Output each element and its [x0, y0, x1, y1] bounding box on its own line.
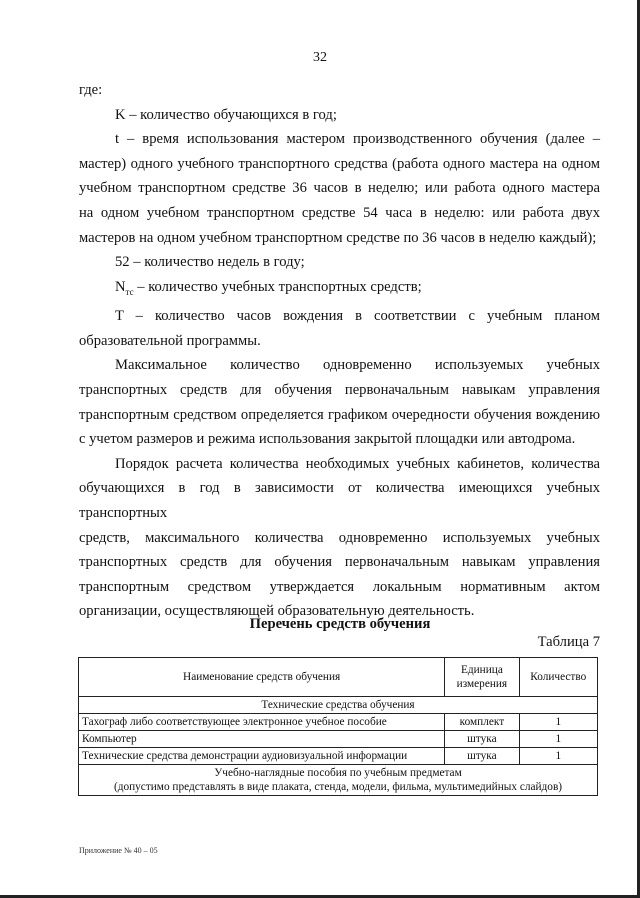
symbol-n: N	[115, 278, 126, 295]
cell-name: Технические средства демонстрации аудиовизуальной информации	[79, 748, 445, 765]
text-line: обучающихся в год в зависимости от количества имеющихся учебных транспортных	[79, 480, 600, 521]
header-unit-line2: измерения	[456, 678, 508, 690]
text-line: мастер) одного учебного транспортного средства (работа одного мастера на одном	[79, 155, 600, 172]
table-row	[79, 748, 598, 765]
text-line: транспортных средств для обучения первоначальным навыкам управления	[79, 382, 600, 399]
header-qty: Количество	[519, 658, 597, 697]
page-number: 32	[313, 50, 327, 65]
text-line: t – время использования мастером производственного обучения (далее –	[115, 131, 600, 148]
cell-qty: 1	[519, 731, 597, 748]
header-unit	[445, 658, 519, 697]
text-line: средств, максимального количества одновременно используемых учебных	[79, 529, 600, 546]
text-line: транспортным средством определяется графиком очередности обучения вождению	[79, 406, 600, 423]
page-footer: Приложение № 40 – 05	[79, 846, 158, 855]
training-equipment-table	[78, 657, 598, 796]
symbol-subscript: тс	[125, 286, 134, 297]
cell-name: Тахограф либо соответствующее электронное учебное пособие	[79, 714, 445, 731]
text-line: T – количество часов вождения в соответствии с учебным планом	[115, 308, 600, 325]
section-visual-aids	[79, 765, 598, 796]
cell-qty: 1	[519, 714, 597, 731]
text-line: Порядок расчета количества необходимых учебных кабинетов, количества	[115, 455, 600, 472]
table-row	[79, 714, 598, 731]
text-line: образовательной программы.	[79, 332, 261, 349]
table-row	[79, 731, 598, 748]
text-span: – количество учебных транспортных средств;	[133, 278, 422, 295]
table-heading: Перечень средств обучения	[249, 616, 431, 632]
text-line: Максимальное количество одновременно используемых учебных	[115, 357, 600, 374]
header-name: Наименование средств обучения	[79, 658, 445, 697]
cell-unit: штука	[445, 731, 519, 748]
text-line: транспортных средств для обучения первоначальным навыкам управления	[79, 554, 600, 571]
section-visual-line2: (допустимо представлять в виде плаката, стенда, модели, фильма, мультимедийных слайдов)	[113, 781, 563, 793]
table-header-row	[79, 658, 598, 697]
header-unit-line1: Единица	[460, 664, 503, 676]
text-line: K – количество обучающихся в год;	[115, 106, 337, 123]
text-line	[79, 275, 600, 305]
section-technical: Технические средства обучения	[79, 697, 598, 714]
text-line: 52 – количество недель в году;	[115, 254, 305, 271]
cell-qty: 1	[519, 748, 597, 765]
text-line: на одном учебном транспортном средстве 54 часа в неделю: или работа двух	[79, 204, 600, 221]
cell-unit: комплект	[445, 714, 519, 731]
text-line: с учетом размеров и режима использования закрытой площадки или автодрома.	[79, 431, 576, 448]
section-row	[79, 697, 598, 714]
cell-unit: штука	[445, 748, 519, 765]
section-row	[79, 765, 598, 796]
text-line: мастеров на одном учебном транспортном средстве по 36 часов в неделю каждый);	[79, 229, 597, 246]
body-text	[79, 78, 600, 624]
text-line: учебном транспортном средстве 36 часов в неделю; или работа одного мастера	[79, 180, 600, 197]
text-line: транспортным средством утверждается локальным нормативным актом	[79, 578, 600, 595]
table-label: Таблица 7	[537, 634, 600, 650]
section-visual-line1: Учебно-наглядные пособия по учебным предметам	[214, 767, 462, 779]
cell-name: Компьютер	[79, 731, 445, 748]
text-line: где:	[79, 82, 103, 98]
text-line: организации, осуществляющей образовательную деятельность.	[79, 603, 475, 620]
